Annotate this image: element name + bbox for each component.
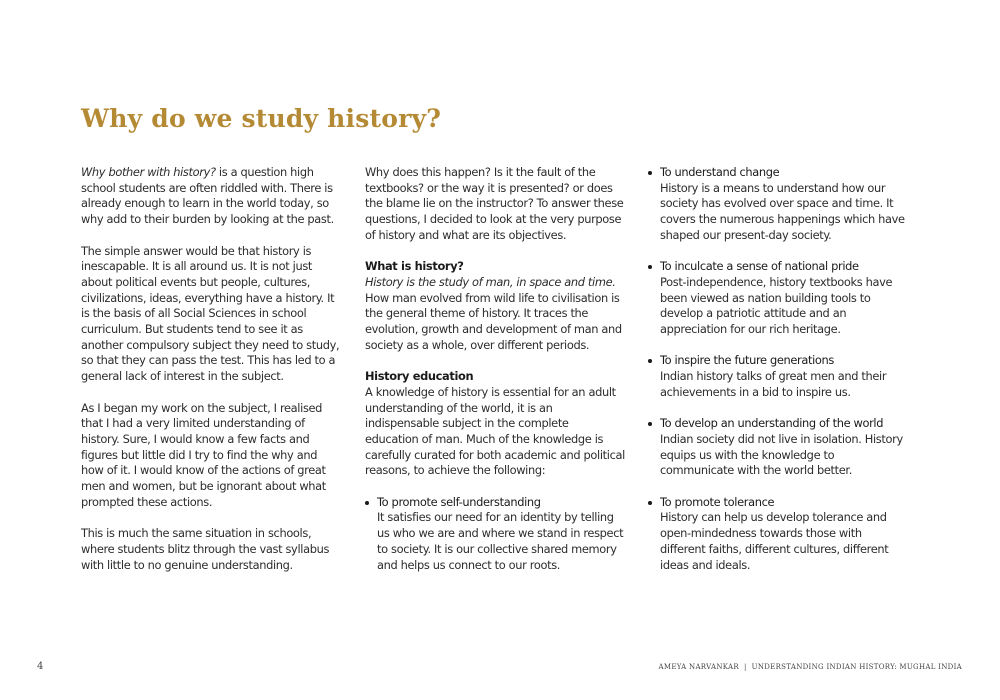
bullet-body: Indian society did not live in isolation. History equips us with the knowledge to communicate with the world better. bbox=[660, 431, 903, 478]
bullet-body: It satisfies our need for an identity by telling us who we are and where we stand in respect to society. It is our collective shared memory and helps us connect to our roots. bbox=[377, 510, 624, 572]
bullet-dot-icon bbox=[648, 171, 652, 175]
schools-situation-paragraph: This is much the same situation in schools, where students blitz through the vast syllabus with little to no genuine understanding. bbox=[81, 526, 330, 572]
column-2 bbox=[365, 165, 625, 589]
history-education-body: A knowledge of history is essential for an adult understanding of the world, it is an indispensable subject in the complete education of man. Much of the knowledge is carefully curated for both academic and political reasons, to achieve the following: bbox=[365, 384, 625, 478]
bullet-body: Post-independence, history textbooks have been viewed as nation building tools to develop a patriotic attitude and an appreciation for our rich heritage. bbox=[660, 274, 893, 337]
bullet-item bbox=[648, 416, 908, 479]
what-is-history-body: How man evolved from wild life to civilisation is the general theme of history. It traces the evolution, growth and development of man and society as a whole, over different periods. bbox=[365, 290, 622, 352]
history-education-heading: History education bbox=[365, 369, 474, 384]
page-number: 4 bbox=[37, 661, 44, 672]
bullet-body: History can help us develop tolerance and open-mindedness towards those with different faiths, different cultures, different ideas and ideals. bbox=[660, 510, 889, 572]
bullet-item bbox=[648, 165, 908, 244]
simple-answer-paragraph: The simple answer would be that history is inescapable. It is all around us. It is not just about political events but people, cultures, civilizations, ideas, everything have a history. It is the basis of all Social Sciences in school curriculum. But students tend to see it as another compulsory subject they need to study, so that they can pass the test. This has led to a general lack of interest in the subject. bbox=[81, 243, 340, 384]
bullet-item bbox=[648, 259, 908, 338]
footer-author: AMEYA NARVANKAR bbox=[658, 663, 739, 671]
bullet-dot-icon bbox=[365, 501, 369, 505]
intro-italic-question: Why bother with history? bbox=[81, 165, 216, 179]
bullet-dot-icon bbox=[648, 359, 652, 363]
footer-book-title: UNDERSTANDING INDIAN HISTORY: MUGHAL INDIA bbox=[751, 663, 962, 671]
bullet-title: To promote tolerance bbox=[660, 494, 775, 509]
footer-separator: | bbox=[743, 663, 747, 671]
what-is-history-section bbox=[365, 259, 625, 353]
author-realisation-paragraph: As I began my work on the subject, I realised that I had a very limited understanding of history. Sure, I would know a few facts and figures but little did I try to find the why and how of it. I would know of the actions of great men and women, but be ignorant about what prompted these actions. bbox=[81, 400, 326, 509]
intro-paragraph bbox=[81, 165, 341, 228]
what-is-history-heading: What is history? bbox=[365, 259, 464, 274]
bullet-body: Indian history talks of great men and their achievements in a bid to inspire us. bbox=[660, 369, 887, 399]
bullet-item bbox=[365, 495, 625, 574]
column-1 bbox=[81, 165, 341, 589]
bullet-dot-icon bbox=[648, 265, 652, 269]
bullet-item bbox=[648, 495, 908, 574]
bullet-title: To understand change bbox=[660, 165, 780, 179]
bullet-dot-icon bbox=[648, 422, 652, 426]
intro-text: is a question high school students are often riddled with. There is already enough to learn in the world today, so why add to their burden by looking at the past. bbox=[81, 165, 334, 227]
bullet-item bbox=[648, 353, 908, 400]
bullet-title: To promote self-understanding bbox=[377, 494, 541, 509]
column-3 bbox=[648, 165, 908, 589]
running-footer bbox=[659, 663, 962, 671]
page-title: Why do we study history? bbox=[81, 104, 442, 133]
history-education-section bbox=[365, 369, 625, 479]
history-definition-italic: History is the study of man, in space and time. bbox=[365, 274, 616, 289]
bullet-dot-icon bbox=[648, 501, 652, 505]
bullet-title: To develop an understanding of the world bbox=[660, 416, 884, 431]
bullet-title: To inspire the future generations bbox=[660, 353, 835, 368]
bullet-title: To inculcate a sense of national pride bbox=[660, 259, 859, 274]
bullet-body: History is a means to understand how our society has evolved over space and time. It covers the numerous happenings which have shaped our present-day society. bbox=[660, 180, 905, 242]
why-happen-paragraph: Why does this happen? Is it the fault of the textbooks? or the way it is presented? or does the blame lie on the instructor? To answer these questions, I decided to look at the very purpose of history and what are its objectives. bbox=[365, 165, 624, 242]
